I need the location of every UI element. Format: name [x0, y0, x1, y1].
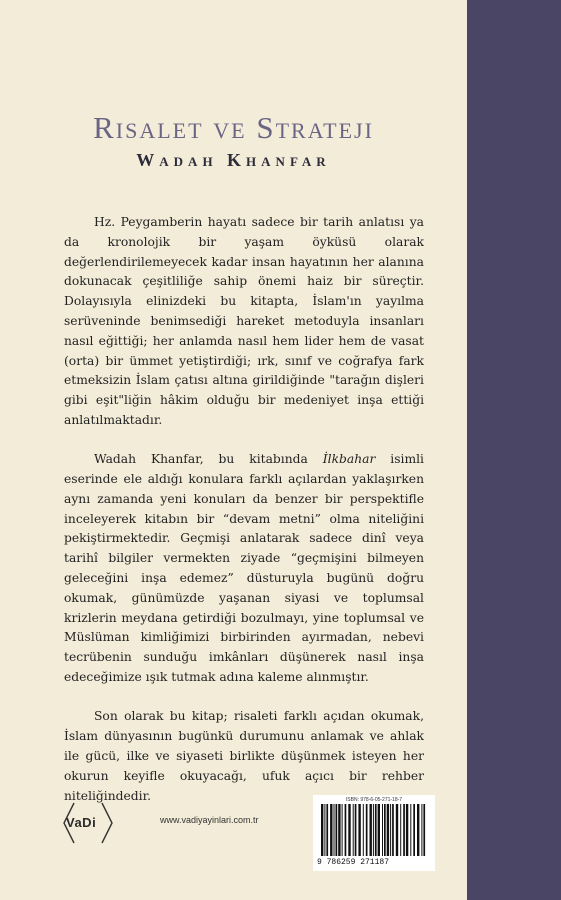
blurb-p2-rest: isimli eserinde ele aldığı konulara farklı açılardan yaklaşırken aynı zamanda yeni konuları da benzer bir perspektifle inceleyerek kitabın bir “devam metni” olma niteliğini pekiştirmektedir. Geçmişi anlatarak sadece dinî veya tarihî bilgiler vermekten ziyade “geçmişini bilmeyen geleceğini inşa edemez” düsturuyla bugünü doğru okumak, günümüzde yaşanan siyasi ve toplumsal krizlerin meydana getirdiği bozulmayı, yine toplumsal ve Müslüman kimliğimizi birbirinden ayırmadan, nebevi tecrübenin sunduğu imkânları düşünerek nasıl inşa edeceğimize ışık tutmak adına kaleme alınmıştır.: [64, 452, 424, 685]
publisher-website: www.vadiyayinlari.com.tr: [160, 815, 259, 825]
blurb-p2-book-title: İlkbahar: [322, 452, 376, 467]
isbn-digits: 9 786259 271187: [317, 858, 390, 867]
isbn-label: ISBN: 978-6-05-271-18-7: [345, 797, 403, 803]
blurb-p2-start: Wadah Khanfar, bu kitabında: [94, 452, 323, 467]
barcode: [313, 795, 435, 871]
blurb-paragraph-1: Hz. Peygamberin hayatı sadece bir tarih anlatısı ya da kronolojik bir yaşam öyküsü olarak değerlendirilemeyecek kadar insan hayatının her alanına dokunacak çeşitliliğe sahip önemi haiz bir süreçtir. Dolayısıyla elinizdeki bu kitapta, İslam'ın yayılma serüveninde benimsediği hareket metoduyla insanları nasıl eğittiği; her anlamda nasıl hem lider hem de vasat (orta) bir ümmet yetiştirdiği; ırk, sınıf ve coğrafya fark etmeksizin İslam çatısı altına girildiğinde "tarağın dişleri gibi eşit"liğin hâkim olduğu bir medeniyet inşa ettiği anlatılmaktadır.: [64, 215, 424, 427]
book-title: Risalet ve Strateji: [93, 110, 374, 145]
blurb-paragraph-3: Son olarak bu kitap; risaleti farklı açıdan okumak, İslam dünyasının bugünkü durumunu anlamak ve ahlak ile gücü, ilke ve siyaseti birlikte düşünmek isteyen her okurun keyifle okuyacağı, ufuk açıcı bir rehber niteliğindedir.: [64, 709, 424, 803]
blurb-paragraph-2: [64, 450, 424, 688]
publisher-logo-text: VaDi: [66, 815, 97, 830]
barcode-bars-icon: [321, 804, 427, 858]
spine-band: [467, 0, 561, 900]
blurb: [64, 213, 424, 826]
book-author: Wadah Khanfar: [136, 150, 331, 170]
